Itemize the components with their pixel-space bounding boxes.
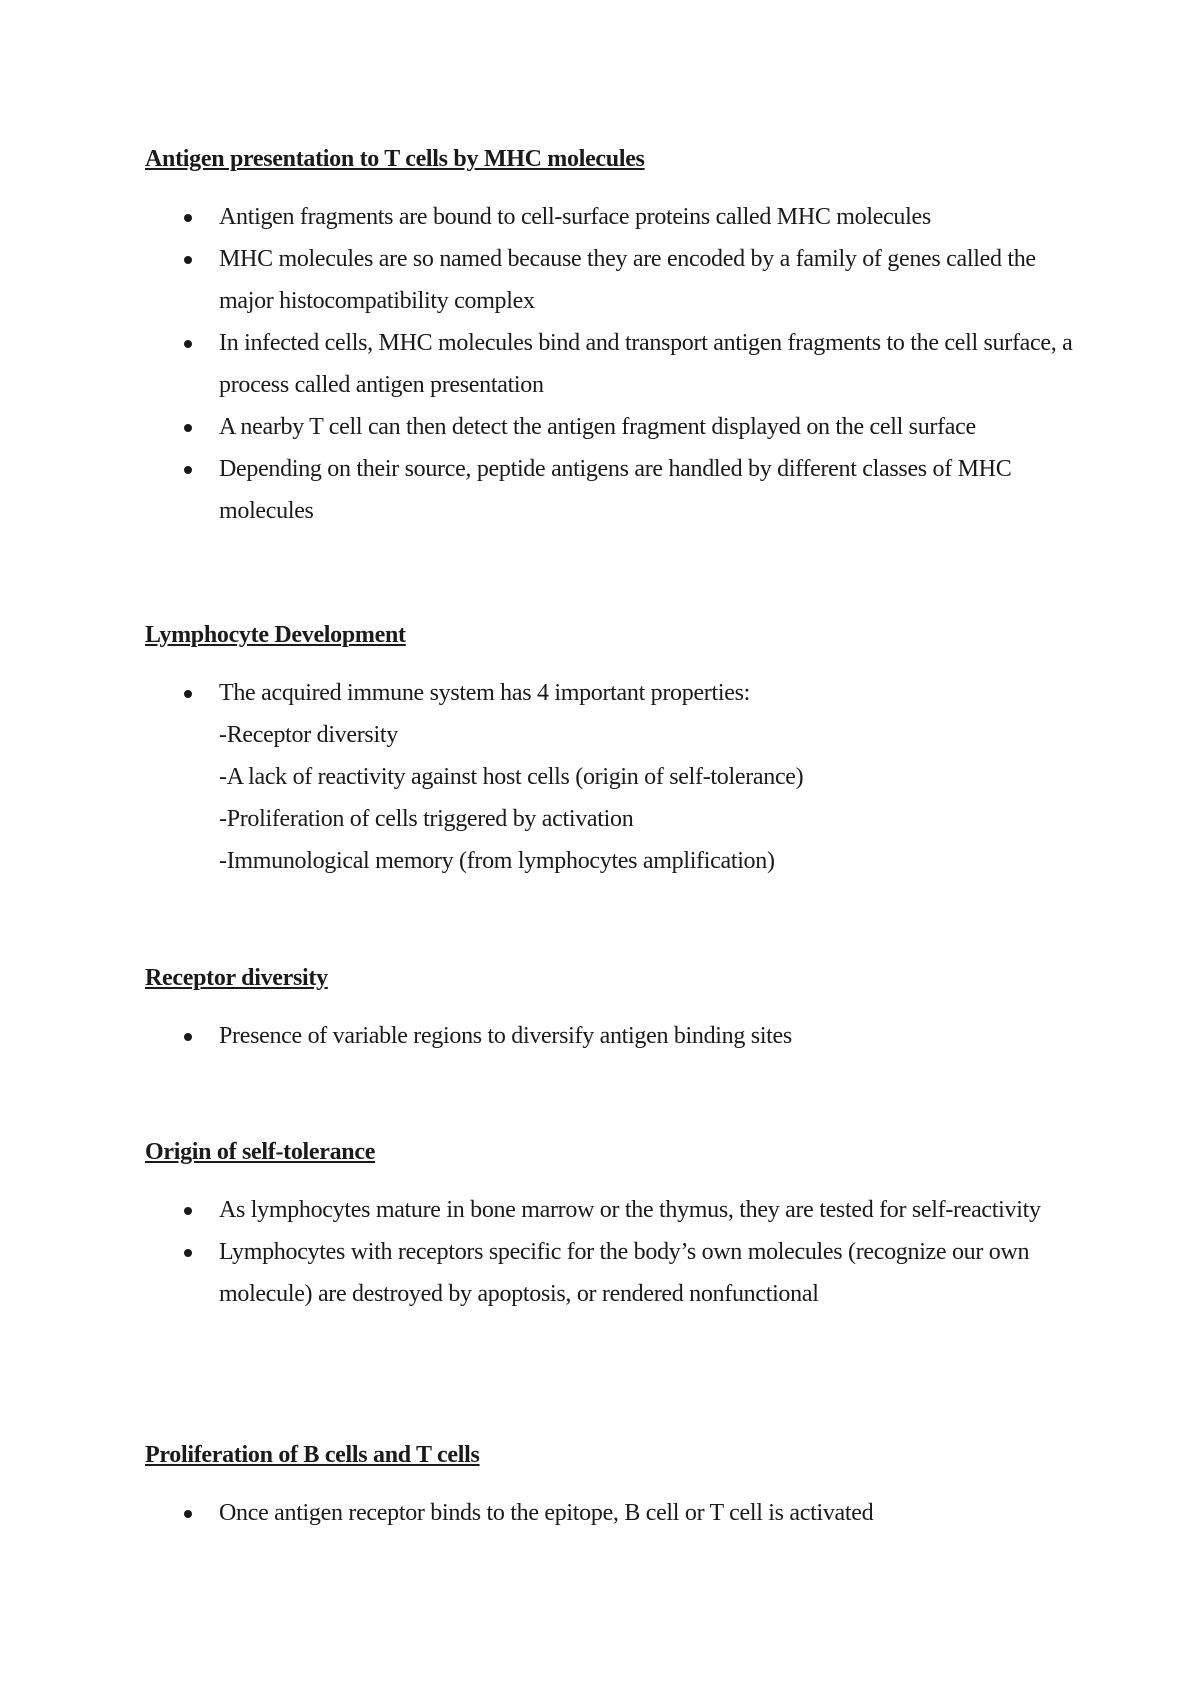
section-proliferation	[145, 1440, 1075, 1534]
bullet-icon	[184, 1033, 192, 1041]
property-line: -A lack of reactivity against host cells (origin of self-tolerance)	[219, 764, 804, 790]
section-heading: Proliferation of B cells and T cells	[145, 1442, 480, 1468]
list-item	[145, 322, 1075, 406]
list-item	[145, 1231, 1075, 1315]
list-item	[145, 448, 1075, 532]
list-item-text: A nearby T cell can then detect the antigen fragment displayed on the cell surface	[219, 414, 976, 440]
bullet-icon	[184, 214, 192, 222]
section-heading: Lymphocyte Development	[145, 622, 406, 648]
bullet-list	[145, 196, 1075, 532]
bullet-list	[145, 1189, 1075, 1315]
bullet-icon	[184, 340, 192, 348]
bullet-icon	[184, 466, 192, 474]
list-item-text: As lymphocytes mature in bone marrow or the thymus, they are tested for self-reactivity	[219, 1197, 1041, 1223]
list-item-text: Depending on their source, peptide antigens are handled by different classes of MHC molecules	[219, 456, 1012, 524]
bullet-icon	[184, 424, 192, 432]
list-item	[145, 406, 1075, 448]
list-item	[145, 1015, 1075, 1057]
property-line: -Immunological memory (from lymphocytes amplification)	[219, 848, 775, 874]
section-heading: Receptor diversity	[145, 965, 328, 991]
section-receptor-diversity	[145, 963, 1075, 1057]
section-lymphocyte-development	[145, 620, 1075, 882]
section-self-tolerance	[145, 1137, 1075, 1315]
list-item	[145, 238, 1075, 322]
list-item-text: MHC molecules are so named because they are encoded by a family of genes called the major histocompatibility complex	[219, 246, 1036, 314]
bullet-icon	[184, 1249, 192, 1257]
list-item	[145, 196, 1075, 238]
bullet-icon	[184, 690, 192, 698]
list-item-text: Presence of variable regions to diversify antigen binding sites	[219, 1023, 792, 1049]
list-item	[145, 1492, 1075, 1534]
section-heading: Origin of self-tolerance	[145, 1139, 376, 1165]
list-item-text: The acquired immune system has 4 important properties:	[219, 680, 750, 706]
section-antigen-presentation	[145, 144, 1075, 532]
bullet-list	[145, 672, 1075, 882]
list-item-text: Lymphocytes with receptors specific for the body’s own molecules (recognize our own molecule) are destroyed by apoptosis, or rendered nonfunctional	[219, 1239, 1030, 1307]
section-heading: Antigen presentation to T cells by MHC molecules	[145, 146, 645, 172]
bullet-list	[145, 1015, 1075, 1057]
bullet-icon	[184, 1207, 192, 1215]
list-item-text: Antigen fragments are bound to cell-surface proteins called MHC molecules	[219, 204, 931, 230]
list-item	[145, 1189, 1075, 1231]
property-line: -Proliferation of cells triggered by activation	[219, 806, 634, 832]
list-item	[145, 672, 1075, 882]
bullet-icon	[184, 256, 192, 264]
bullet-list	[145, 1492, 1075, 1534]
bullet-icon	[184, 1510, 192, 1518]
list-item-text: In infected cells, MHC molecules bind and transport antigen fragments to the cell surface, a process called antigen presentation	[219, 330, 1073, 398]
property-line: -Receptor diversity	[219, 722, 398, 748]
list-item-text: Once antigen receptor binds to the epitope, B cell or T cell is activated	[219, 1500, 874, 1526]
